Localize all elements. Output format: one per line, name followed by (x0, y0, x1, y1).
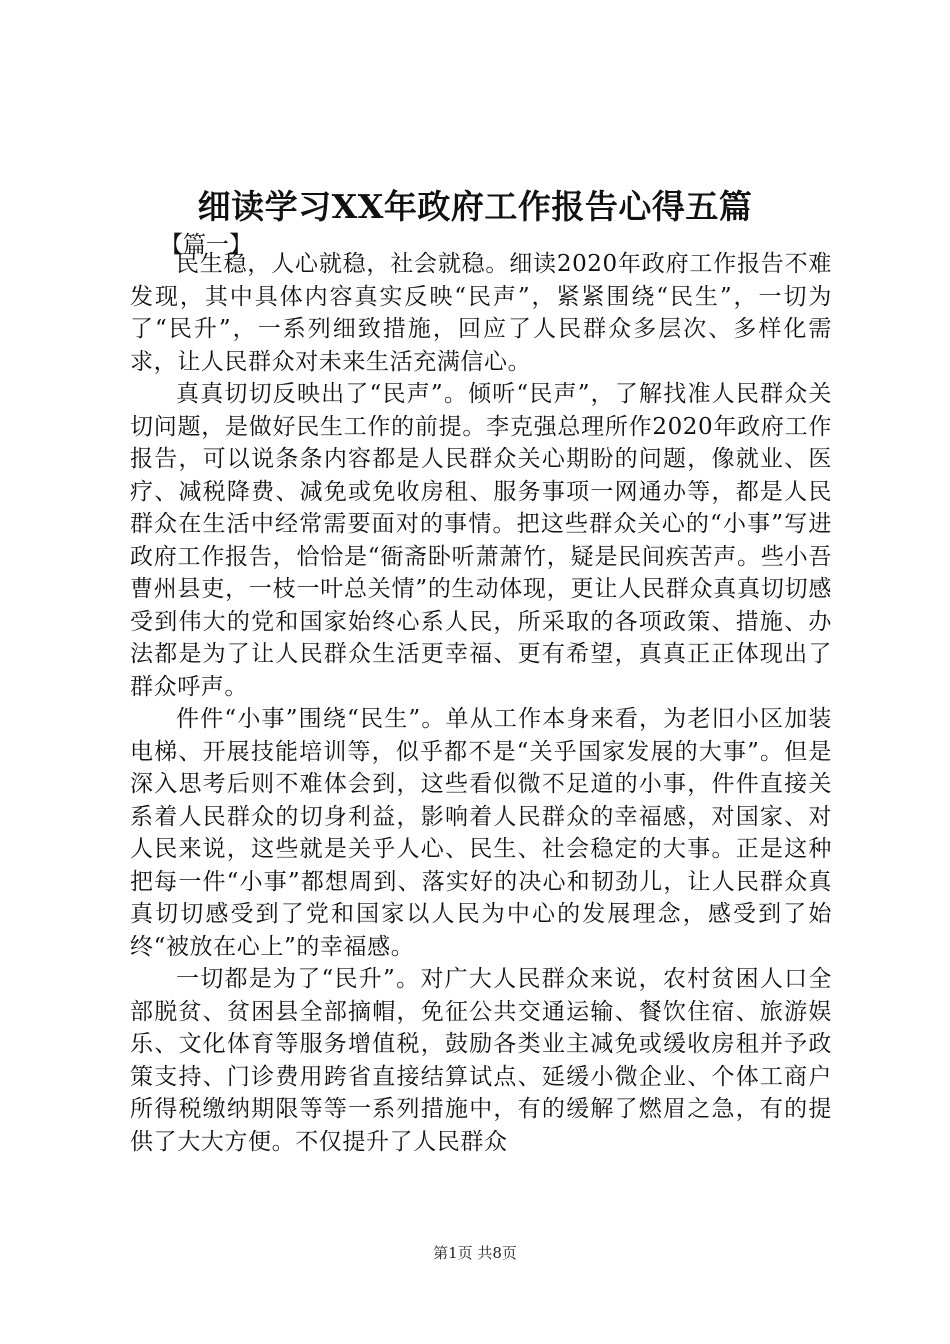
paragraph-4: 一切都是为了“民升”。对广大人民群众来说，农村贫困人口全部脱贫、贫困县全部摘帽，免征公共交通运输、餐饮住宿、旅游娱乐、文化体育等服务增值税，鼓励各类业主减免或缓收房租并予政策支持、门诊费用跨省直接结算试点、延缓小微企业、个体工商户所得税缴纳期限等等一系列措施中，有的缓解了燃眉之急，有的提供了大大方便。不仅提升了人民群众 (130, 966, 832, 1155)
paragraph-1: 民生稳，人心就稳，社会就稳。细读2020年政府工作报告不难发现，其中具体内容真实反映“民声”，紧紧围绕“民生”，一切为了“民升”，一系列细致措施，回应了人民群众多层次、多样化需求，让人民群众对未来生活充满信心。 (130, 251, 832, 375)
document-title: 细读学习XX年政府工作报告心得五篇 (197, 187, 753, 226)
paragraph-3: 件件“小事”围绕“民生”。单从工作本身来看，为老旧小区加装电梯、开展技能培训等，似乎都不是“关乎国家发展的大事”。但是深入思考后则不难体会到，这些看似微不足道的小事，件件直接关系着人民群众的切身利益，影响着人民群众的幸福感，对国家、对人民来说，这些就是关乎人心、民生、社会稳定的大事。正是这种把每一件“小事”都想周到、落实好的决心和韧劲儿，让人民群众真真切切感受到了党和国家以人民为中心的发展理念，感受到了始终“被放在心上”的幸福感。 (130, 706, 832, 960)
paragraph-2: 真真切切反映出了“民声”。倾听“民声”，了解找准人民群众关切问题，是做好民生工作的前提。李克强总理所作2020年政府工作报告，可以说条条内容都是人民群众关心期盼的问题，像就业、医疗、减税降费、减免或免收房租、服务事项一网通办等，都是人民群众在生活中经常需要面对的事情。把这些群众关心的“小事”写进政府工作报告，恰恰是“衙斋卧听萧萧竹，疑是民间疾苦声。些小吾曹州县吏，一枝一叶总关情”的生动体现，更让人民群众真真切切感受到伟大的党和国家始终心系人民，所采取的各项政策、措施、办法都是为了让人民群众生活更幸福、更有希望，真真正正体现出了群众呼声。 (130, 381, 832, 700)
document-body (130, 248, 832, 1158)
page-indicator: 第1页 共8页 (433, 1244, 517, 1262)
section-label: 【篇一】 (160, 232, 252, 258)
